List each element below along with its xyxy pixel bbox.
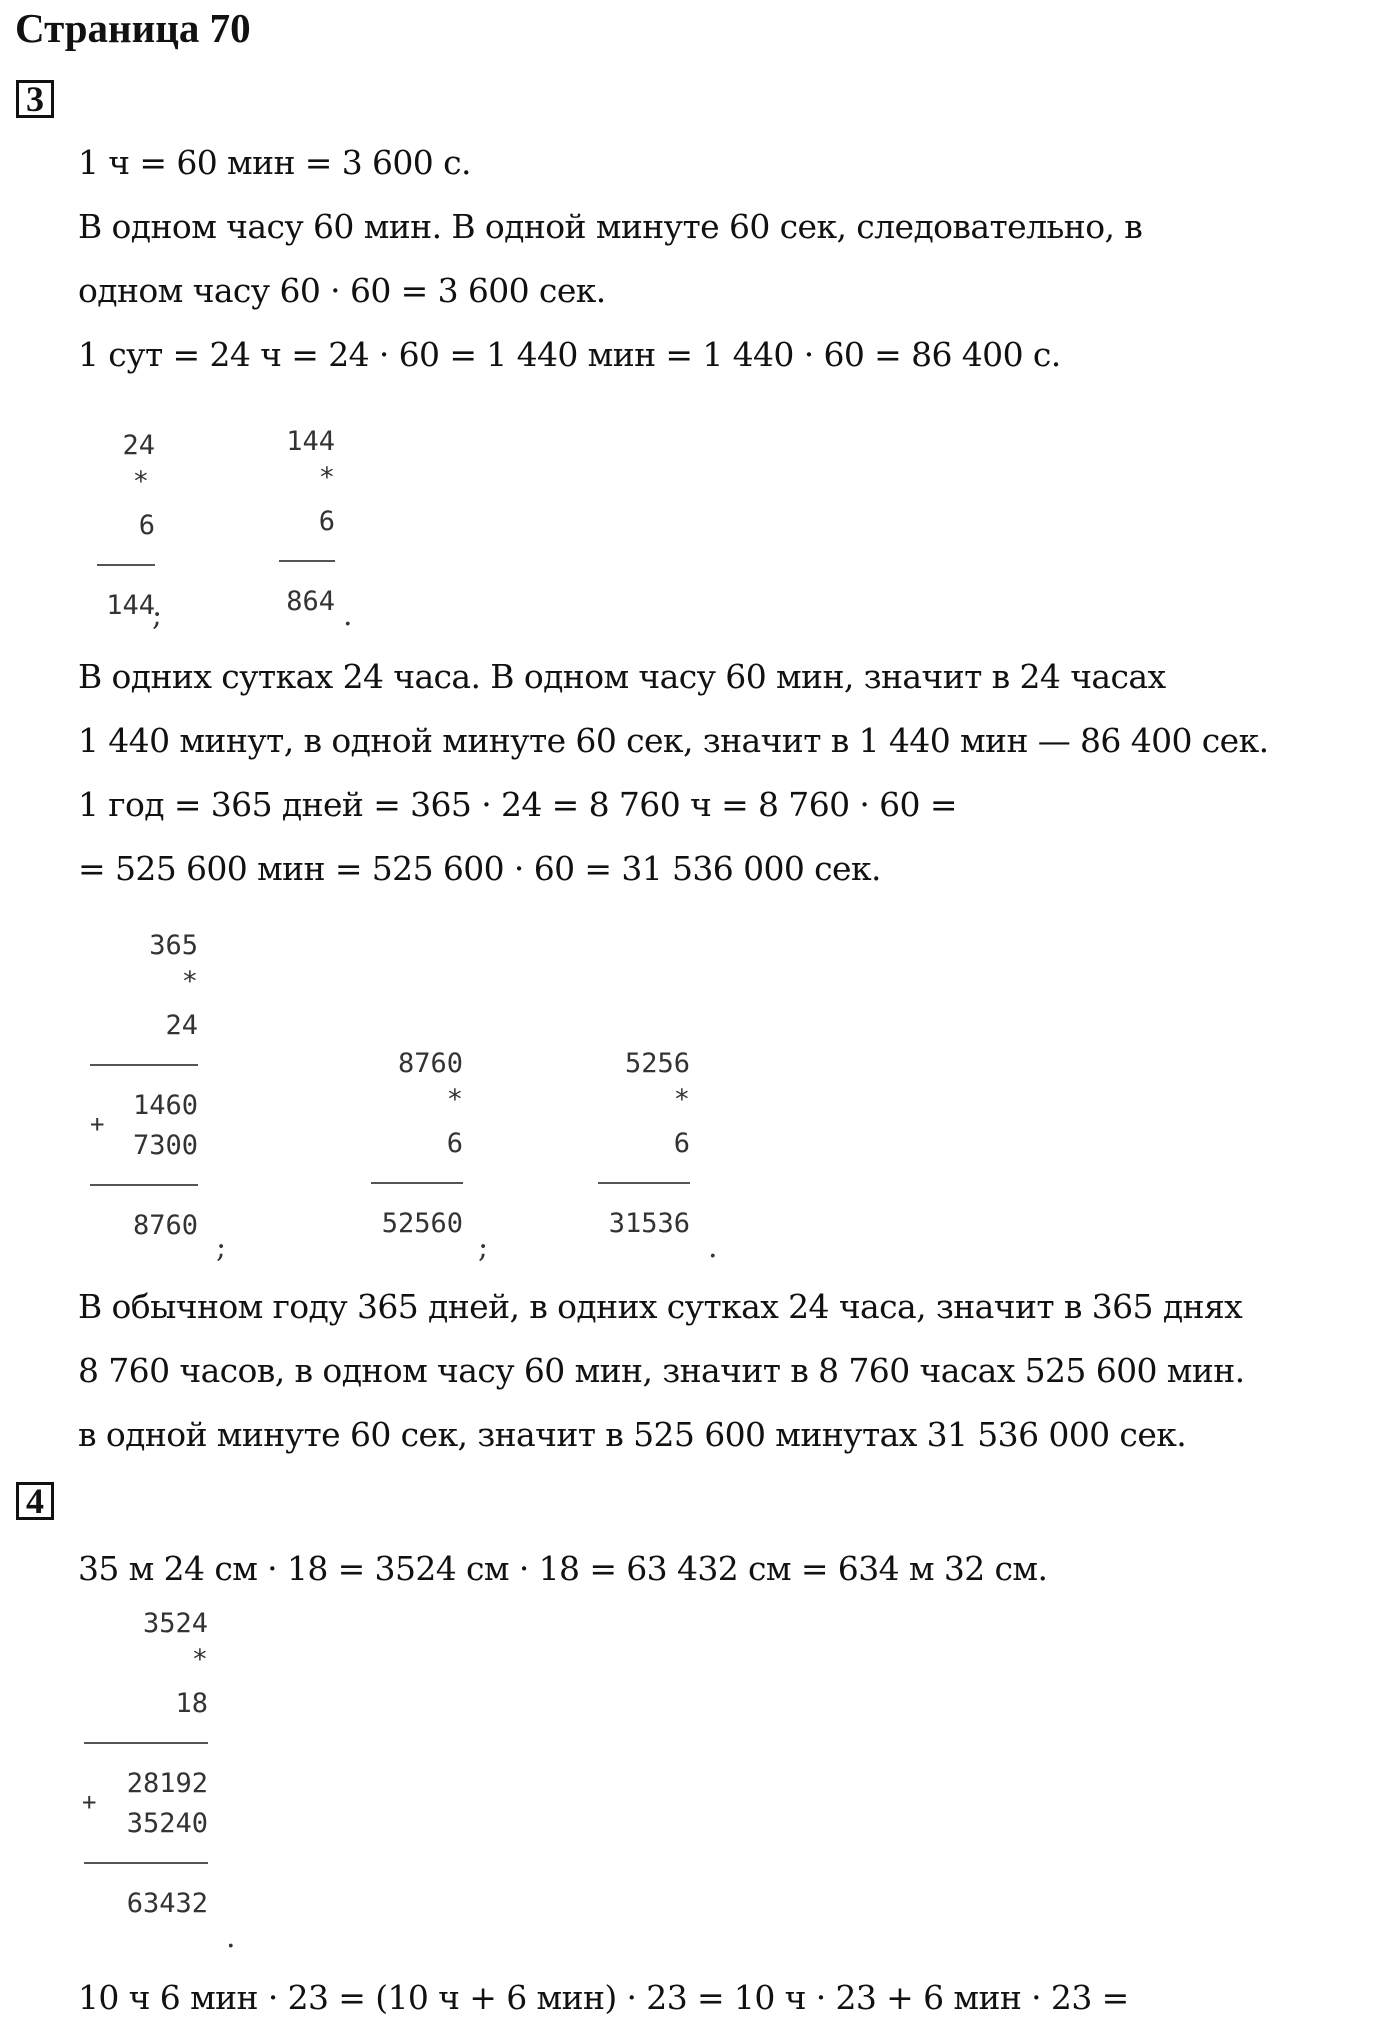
separator: ;: [152, 598, 163, 633]
column-multiplication: [363, 1048, 463, 1248]
multiplicand: 5256: [624, 1048, 690, 1079]
partial-line: [84, 1742, 208, 1744]
text-line: 35 м 24 см · 18 = 3524 см · 18 = 63 432 см = 634 м 32 см.: [78, 1549, 1048, 1588]
partial-product: 28192: [126, 1768, 208, 1799]
text-line: В одном часу 60 мин. В одной минуте 60 сек, следовательно, в: [78, 207, 1143, 246]
text-line: 1 ч = 60 мин = 3 600 с.: [78, 143, 471, 182]
product: 8760: [132, 1210, 198, 1241]
result-line: [598, 1182, 690, 1184]
multiplicand: 24: [122, 430, 155, 461]
text-line: В обычном году 365 дней, в одних сутках 24 часа, значит в 365 днях: [78, 1287, 1243, 1326]
multiplicand: 3524: [142, 1608, 208, 1639]
product: 52560: [381, 1208, 463, 1239]
product: 31536: [608, 1208, 690, 1239]
separator: ;: [478, 1230, 489, 1265]
task-number-3: 3: [16, 80, 54, 118]
text-line: 8 760 часов, в одном часу 60 мин, значит в 8 760 часах 525 600 мин.: [78, 1351, 1245, 1390]
product: 864: [286, 586, 335, 617]
plus-sign: +: [90, 1110, 105, 1138]
column-multiplication: [590, 1048, 690, 1248]
text-line: В одних сутках 24 часа. В одном часу 60 мин, значит в 24 часах: [78, 657, 1166, 696]
result-line: [371, 1182, 463, 1184]
text-line: 1 сут = 24 ч = 24 · 60 = 1 440 мин = 1 440 · 60 = 86 400 с.: [78, 335, 1061, 374]
multiplier: 6: [673, 1128, 690, 1159]
multiplier: 24: [165, 1010, 198, 1041]
separator: .: [343, 598, 353, 633]
page-title: Страница 70: [15, 5, 251, 51]
result-line: [279, 560, 335, 562]
result-line: [90, 1184, 198, 1186]
column-multiplication: [270, 426, 335, 626]
multiplicand: 144: [286, 426, 335, 457]
task-number-4: 4: [16, 1482, 54, 1520]
text-line: 10 ч 6 мин · 23 = (10 ч + 6 мин) · 23 = 10 ч · 23 + 6 мин · 23 =: [78, 1978, 1129, 2017]
text-line: = 525 600 мин = 525 600 · 60 = 31 536 000 сек.: [78, 849, 881, 888]
operator-sign: *: [191, 1644, 208, 1675]
operator-sign: *: [318, 462, 335, 493]
multiplier: 6: [318, 506, 335, 537]
plus-sign: +: [82, 1788, 97, 1816]
operator-sign: *: [446, 1084, 463, 1115]
text-line: одном часу 60 · 60 = 3 600 сек.: [78, 271, 606, 310]
text-line: 1 440 минут, в одной минуте 60 сек, значит в 1 440 мин — 86 400 сек.: [78, 721, 1269, 760]
partial-product: 7300: [132, 1130, 198, 1161]
multiplicand: 365: [149, 930, 198, 961]
column-multiplication: [80, 1608, 208, 1928]
column-multiplication: [86, 930, 198, 1250]
separator: .: [708, 1230, 718, 1265]
text-line: 1 год = 365 дней = 365 · 24 = 8 760 ч = 8 760 · 60 =: [78, 785, 957, 824]
operator-sign: *: [673, 1084, 690, 1115]
operator-sign: *: [132, 466, 149, 497]
text-line: в одной минуте 60 сек, значит в 525 600 минутах 31 536 000 сек.: [78, 1415, 1187, 1454]
result-line: [84, 1862, 208, 1864]
multiplier: 18: [175, 1688, 208, 1719]
partial-product: 35240: [126, 1808, 208, 1839]
separator: .: [226, 1920, 236, 1955]
column-multiplication: [95, 430, 155, 630]
partial-product: 1460: [132, 1090, 198, 1121]
result-line: [97, 564, 155, 566]
operator-sign: *: [181, 966, 198, 997]
partial-line: [90, 1064, 198, 1066]
separator: ;: [216, 1230, 227, 1265]
multiplier: 6: [138, 510, 155, 541]
multiplicand: 8760: [397, 1048, 463, 1079]
product: 144: [106, 590, 155, 621]
product: 63432: [126, 1888, 208, 1919]
multiplier: 6: [446, 1128, 463, 1159]
